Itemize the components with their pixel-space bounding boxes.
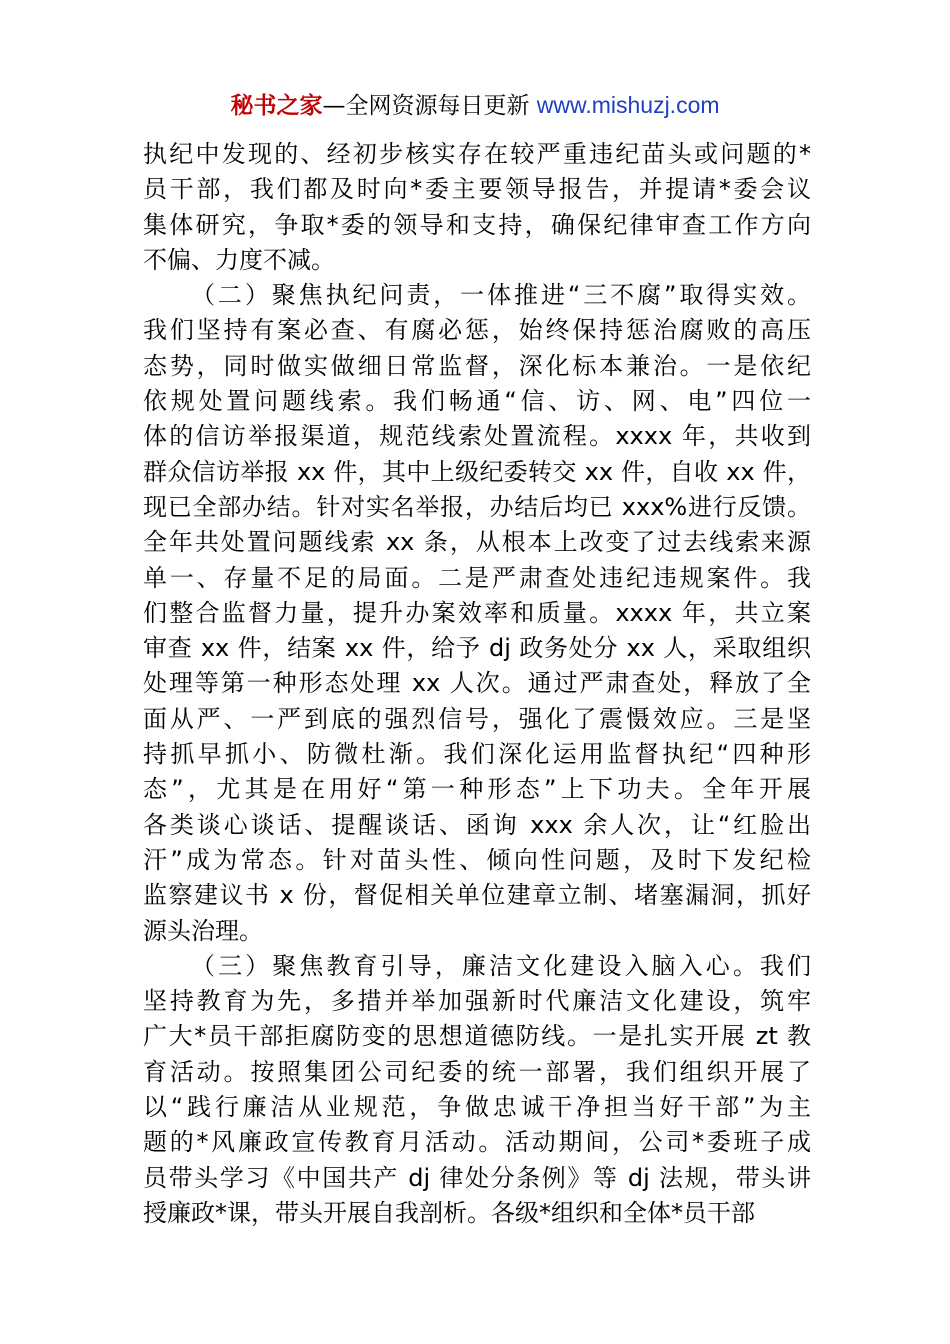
text-line: 题的*风廉政宣传教育月活动。活动期间，公司*委班子成 — [143, 1128, 811, 1157]
text-line: 授廉政*课，带头开展自我剖析。各级*组织和全体*员干部 — [143, 1198, 755, 1227]
text-line: 监察建议书 x 份，督促相关单位建章立制、堵塞漏洞，抓好 — [143, 881, 811, 910]
text-line: 体的信访举报渠道，规范线索处置流程。xxxx 年，共收到 — [143, 422, 811, 451]
text-line: 持抓早抓小、防微杜渐。我们深化运用监督执纪“四种形 — [143, 740, 811, 769]
site-tagline: —全网资源每日更新 — [322, 93, 537, 119]
text-line: 单一、存量不足的局面。二是严肃查处违纪违规案件。我 — [143, 563, 811, 592]
text-line: 审查 xx 件，结案 xx 件，给予 dj 政务处分 xx 人，采取组织 — [143, 634, 811, 663]
section-heading-line: （三）聚焦教育引导，廉洁文化建设入脑入心。我们 — [191, 951, 811, 980]
text-line: 员干部，我们都及时向*委主要领导报告，并提请*委会议 — [143, 175, 811, 204]
text-line: 员带头学习《中国共产 dj 律处分条例》等 dj 法规，带头讲 — [143, 1163, 811, 1192]
text-line: 执纪中发现的、经初步核实存在较严重违纪苗头或问题的* — [143, 140, 811, 168]
text-line: 汗”成为常态。针对苗头性、倾向性问题，及时下发纪检 — [143, 845, 811, 874]
text-line: 集体研究，争取*委的领导和支持，确保纪律审查工作方向 — [143, 210, 811, 239]
text-line: 面从严、一严到底的强烈信号，强化了震慑效应。三是坚 — [143, 704, 811, 733]
text-line: 群众信访举报 xx 件，其中上级纪委转交 xx 件，自收 xx 件， — [143, 457, 811, 486]
text-line: 态势，同时做实做细日常监督，深化标本兼治。一是依纪 — [143, 351, 811, 380]
section-heading-line: （二）聚焦执纪问责，一体推进“三不腐”取得实效。 — [191, 281, 811, 310]
text-line: 源头治理。 — [143, 916, 263, 945]
document-body — [143, 137, 811, 1231]
text-line: 不偏、力度不减。 — [143, 245, 335, 274]
text-line: 坚持教育为先，多措并举加强新时代廉洁文化建设，筑牢 — [143, 987, 811, 1016]
text-line: 育活动。按照集团公司纪委的统一部署，我们组织开展了 — [143, 1057, 811, 1086]
text-line: 全年共处置问题线索 xx 条，从根本上改变了过去线索来源 — [143, 528, 811, 557]
text-line: 各类谈心谈话、提醒谈话、函询 xxx 余人次，让“红脸出 — [143, 810, 811, 839]
text-line: 我们坚持有案必查、有腐必惩，始终保持惩治腐败的高压 — [143, 316, 811, 345]
text-line: 态”，尤其是在用好“第一种形态”上下功夫。全年开展 — [143, 775, 811, 804]
text-line: 广大*员干部拒腐防变的思想道德防线。一是扎实开展 zt 教 — [143, 1022, 811, 1051]
text-line: 们整合监督力量，提升办案效率和质量。xxxx 年，共立案 — [143, 598, 811, 627]
text-line: 依规处置问题线索。我们畅通“信、访、网、电”四位一 — [143, 387, 811, 416]
text-line: 处理等第一种形态处理 xx 人次。通过严肃查处，释放了全 — [143, 669, 811, 698]
text-line: 以“践行廉洁从业规范，争做忠诚干净担当好干部”为主 — [143, 1093, 811, 1122]
site-brand: 秘书之家 — [230, 93, 323, 119]
site-header — [0, 88, 950, 123]
site-url-link[interactable]: www.mishuzj.com — [536, 92, 720, 118]
text-line: 现已全部办结。针对实名举报，办结后均已 xxx%进行反馈。 — [143, 492, 811, 521]
